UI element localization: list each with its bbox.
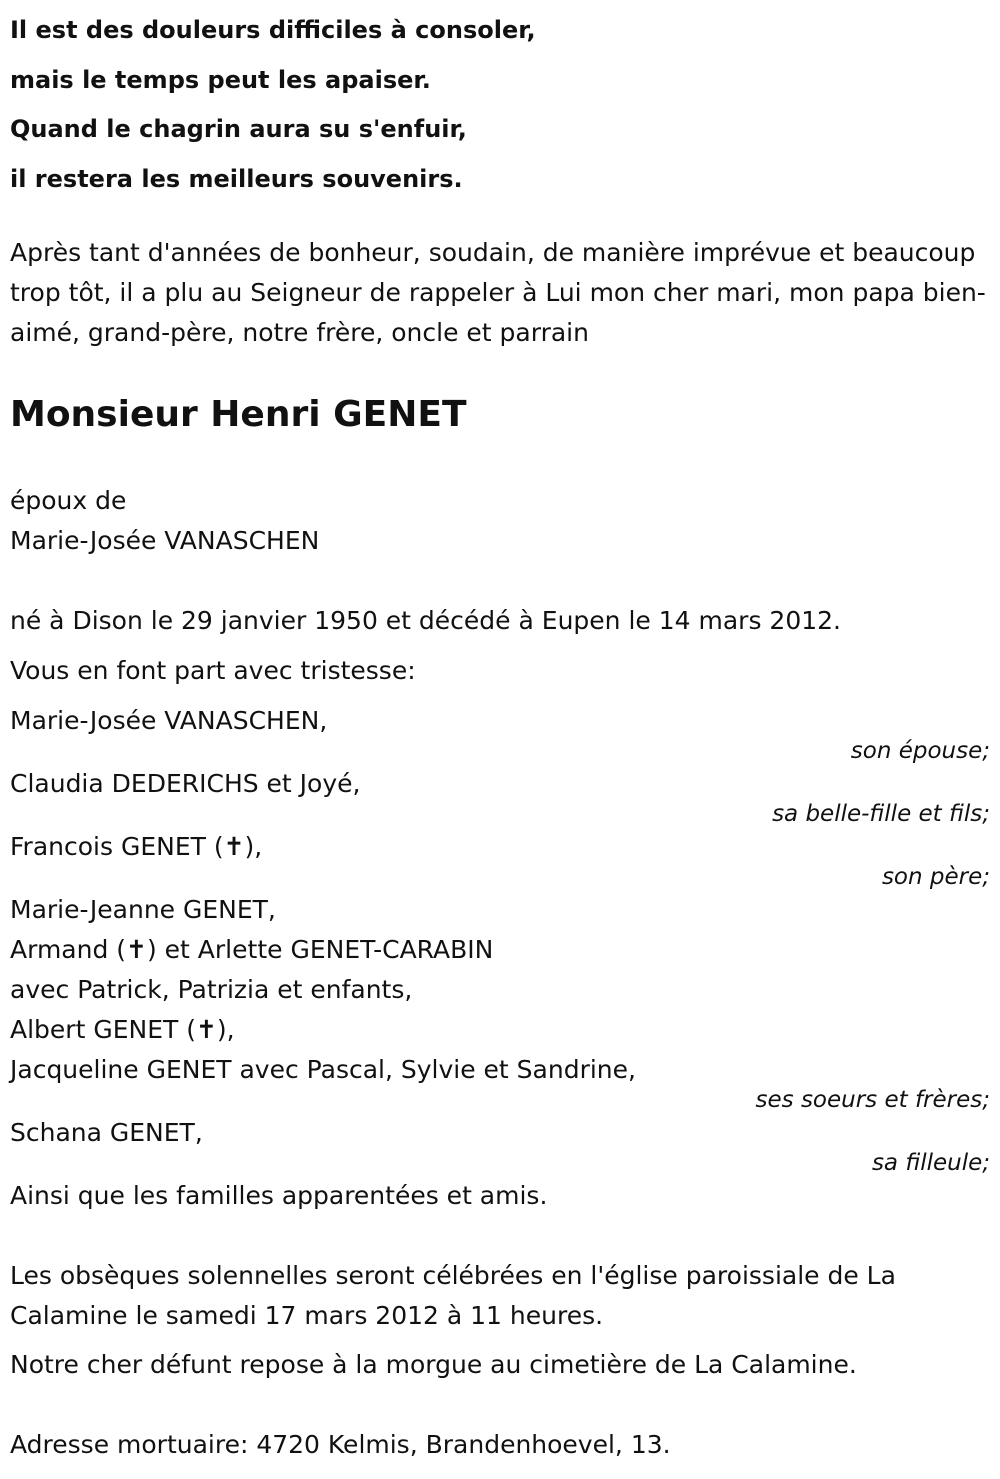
family-entry — [10, 1113, 990, 1175]
deceased-name: Monsieur Henri GENET — [10, 394, 467, 435]
family-role: son épouse; — [850, 738, 990, 764]
funeral-paragraph: Les obsèques solennelles seront célébrées en l'église paroissiale de La Calamine le samedi 17 mars 2012 à 11 heures. — [10, 1261, 896, 1330]
address-line: Adresse mortuaire: 4720 Kelmis, Brandenhoevel, 13. — [10, 1430, 671, 1459]
family-entry — [10, 764, 990, 826]
family-role: sa filleule; — [871, 1150, 990, 1176]
birth-death-line: né à Dison le 29 janvier 1950 et décédé à Eupen le 14 mars 2012. — [10, 606, 841, 635]
family-role: ses soeurs et frères; — [755, 1087, 990, 1113]
poem-line: Il est des douleurs difficiles à consoler, — [10, 16, 536, 44]
intro-paragraph: Après tant d'années de bonheur, soudain, de manière imprévue et beaucoup trop tôt, il a plu au Seigneur de rappeler à Lui mon cher mari, mon papa bien-aimé, grand-père, notre frère, oncle et parrain — [10, 238, 986, 347]
family-member: Schana GENET, — [10, 1118, 203, 1147]
others-line: Ainsi que les familles apparentées et amis. — [10, 1181, 548, 1210]
rest-line: Notre cher défunt repose à la morgue au cimetière de La Calamine. — [10, 1350, 857, 1379]
poem-line: Quand le chagrin aura su s'enfuir, — [10, 115, 467, 143]
family-member: Armand (✝) et Arlette GENET-CARABIN — [10, 935, 494, 964]
family-member: avec Patrick, Patrizia et enfants, — [10, 975, 413, 1004]
family-member: Albert GENET (✝), — [10, 1015, 235, 1044]
spouse-block — [10, 481, 319, 561]
family-entry — [10, 890, 990, 1112]
poem — [10, 6, 536, 204]
family-member: Marie-Josée VANASCHEN, — [10, 706, 328, 735]
family-member: Francois GENET (✝), — [10, 832, 263, 861]
family-member: Claudia DEDERICHS et Joyé, — [10, 769, 361, 798]
family-entry — [10, 827, 990, 889]
family-member: Marie-Jeanne GENET, — [10, 895, 276, 924]
family-entry — [10, 701, 990, 763]
spouse-label: époux de — [10, 486, 127, 515]
family-member: Jacqueline GENET avec Pascal, Sylvie et Sandrine, — [10, 1055, 636, 1084]
announcement-line: Vous en font part avec tristesse: — [10, 656, 416, 685]
poem-line: mais le temps peut les apaiser. — [10, 65, 431, 94]
family-role: son père; — [881, 864, 990, 890]
spouse-name: Marie-Josée VANASCHEN — [10, 526, 320, 555]
poem-line: il restera les meilleurs souvenirs. — [10, 164, 463, 193]
family-role: sa belle-fille et fils; — [772, 801, 990, 827]
